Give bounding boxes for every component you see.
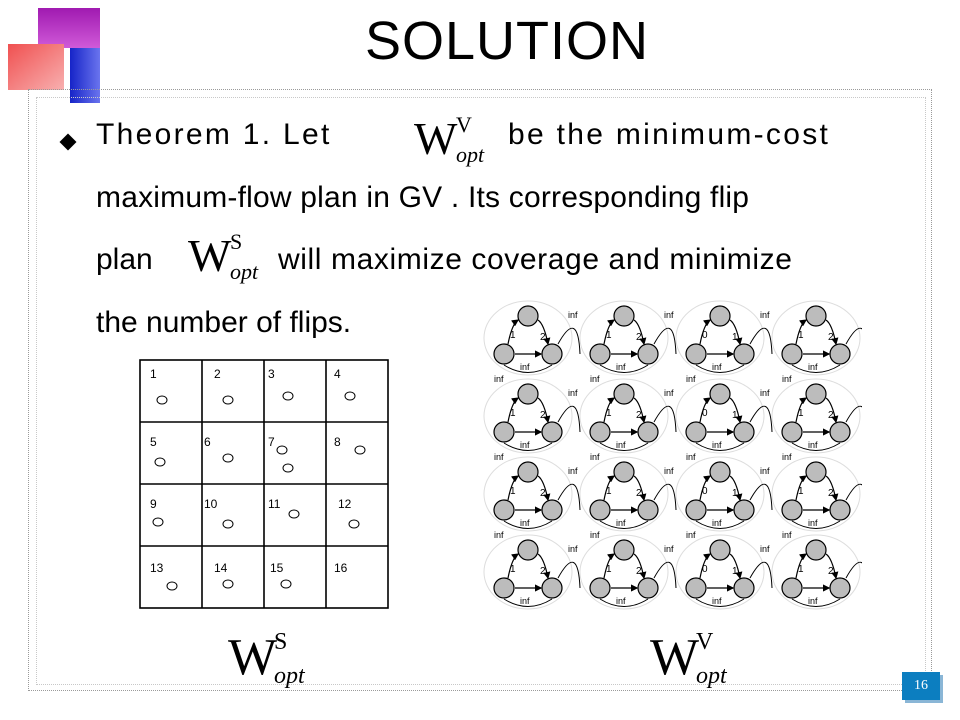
sensor-node xyxy=(157,396,167,404)
sensor-node xyxy=(289,510,299,518)
edge-inf-label: inf xyxy=(568,310,578,320)
edge-inf-label: inf xyxy=(712,440,722,450)
graph-node xyxy=(590,578,610,598)
sensor-node xyxy=(345,392,355,400)
edge-weight-label: 2 xyxy=(828,332,834,343)
edge-weight-label: 1 xyxy=(732,410,738,421)
sensor-node xyxy=(223,520,233,528)
sensor-node xyxy=(155,458,165,466)
edge-inf-label: inf xyxy=(686,374,696,384)
edge-weight-label: 1 xyxy=(510,330,516,341)
edge-weight-label: 2 xyxy=(540,488,546,499)
edge-weight-label: 0 xyxy=(702,330,708,341)
flow-graph-figure xyxy=(478,294,862,627)
graph-node xyxy=(734,500,754,520)
edge-inf-label: inf xyxy=(568,466,578,476)
edge-weight-label: 2 xyxy=(540,566,546,577)
graph-node xyxy=(734,578,754,598)
flow-graph-svg xyxy=(478,294,862,622)
graph-node xyxy=(686,422,706,442)
edge-weight-label: 1 xyxy=(510,408,516,419)
graph-node xyxy=(494,500,514,520)
edge-inf-label: inf xyxy=(616,596,626,606)
edge-weight-label: 2 xyxy=(828,410,834,421)
graph-node xyxy=(494,578,514,598)
grid-cell-label: 7 xyxy=(268,435,275,449)
grid-cell-label: 4 xyxy=(334,367,341,381)
edge-weight-label: 2 xyxy=(636,410,642,421)
edge-inf-label: inf xyxy=(590,452,600,462)
edge-inf-label: inf xyxy=(808,440,818,450)
graph-node xyxy=(686,578,706,598)
graph-node xyxy=(638,344,658,364)
graph-node xyxy=(518,384,538,404)
edge-weight-label: 1 xyxy=(732,488,738,499)
edge-inf-label: inf xyxy=(808,362,818,372)
edge-inf-label: inf xyxy=(760,466,770,476)
edge-inf-label: inf xyxy=(616,440,626,450)
edge-inf-label: inf xyxy=(520,362,530,372)
graph-node xyxy=(590,422,610,442)
graph-node xyxy=(710,462,730,482)
graph-node xyxy=(806,384,826,404)
graph-node xyxy=(710,384,730,404)
graph-node xyxy=(494,344,514,364)
edge-inf-label: inf xyxy=(782,530,792,540)
sensor-node xyxy=(283,392,293,400)
graph-node xyxy=(542,344,562,364)
graph-node xyxy=(782,422,802,442)
grid-cell-label: 1 xyxy=(150,367,157,381)
graph-node xyxy=(542,500,562,520)
edge-weight-label: 1 xyxy=(606,486,612,497)
sensor-node xyxy=(223,396,233,404)
sensor-node xyxy=(167,582,177,590)
edge-weight-label: 2 xyxy=(636,488,642,499)
edge-weight-label: 1 xyxy=(798,486,804,497)
edge-inf-label: inf xyxy=(664,544,674,554)
edge-weight-label: 1 xyxy=(606,564,612,575)
graph-node xyxy=(638,422,658,442)
sensor-node xyxy=(277,446,287,454)
graph-node xyxy=(614,384,634,404)
edge-inf-label: inf xyxy=(760,310,770,320)
edge-weight-label: 2 xyxy=(828,566,834,577)
edge-weight-label: 0 xyxy=(702,564,708,575)
graph-node xyxy=(518,306,538,326)
graph-node xyxy=(734,422,754,442)
grid-cell-label: 13 xyxy=(150,561,164,575)
edge-weight-label: 1 xyxy=(606,408,612,419)
theorem-line2: maximum-flow plan in GV . Its corresponding flip xyxy=(96,181,750,214)
edge-weight-label: 2 xyxy=(540,410,546,421)
edge-weight-label: 0 xyxy=(702,408,708,419)
grid-cell-label: 3 xyxy=(268,367,275,381)
edge-inf-label: inf xyxy=(760,544,770,554)
edge-inf-label: inf xyxy=(590,374,600,384)
edge-weight-label: 1 xyxy=(510,564,516,575)
grid-cell-label: 11 xyxy=(268,497,281,511)
graph-node xyxy=(686,500,706,520)
edge-inf-label: inf xyxy=(664,466,674,476)
graph-node xyxy=(734,344,754,364)
page-number-badge: 16 xyxy=(902,672,940,700)
w-opt-v-inline: W V opt xyxy=(414,112,485,167)
grid-cell-label: 14 xyxy=(214,561,228,575)
edge-inf-label: inf xyxy=(686,452,696,462)
graph-node xyxy=(638,500,658,520)
graph-node xyxy=(518,462,538,482)
w-opt-v-label: W V opt xyxy=(650,629,727,689)
graph-node xyxy=(590,344,610,364)
grid-cell-label: 8 xyxy=(334,435,341,449)
edge-weight-label: 0 xyxy=(702,486,708,497)
edge-weight-label: 1 xyxy=(798,564,804,575)
w-opt-s-label: W S opt xyxy=(228,629,305,689)
edge-weight-label: 1 xyxy=(798,330,804,341)
sensor-node xyxy=(355,446,365,454)
edge-inf-label: inf xyxy=(808,596,818,606)
edge-inf-label: inf xyxy=(568,544,578,554)
edge-inf-label: inf xyxy=(664,310,674,320)
sensor-node xyxy=(153,518,163,526)
sensor-grid-figure xyxy=(138,358,390,621)
theorem-line3-a: plan xyxy=(96,243,153,276)
sensor-node xyxy=(281,580,291,588)
edge-inf-label: inf xyxy=(808,518,818,528)
graph-node xyxy=(494,422,514,442)
grid-cell-label: 6 xyxy=(204,435,211,449)
sensor-node xyxy=(349,520,359,528)
graph-node xyxy=(542,422,562,442)
sensor-node xyxy=(283,464,293,472)
theorem-line1-a: Theorem 1. Let xyxy=(96,118,332,151)
graph-node xyxy=(710,306,730,326)
edge-inf-label: inf xyxy=(712,596,722,606)
edge-weight-label: 2 xyxy=(540,332,546,343)
slide-title: SOLUTION xyxy=(364,11,650,71)
edge-inf-label: inf xyxy=(520,596,530,606)
edge-inf-label: inf xyxy=(712,518,722,528)
edge-inf-label: inf xyxy=(494,530,504,540)
edge-weight-label: 1 xyxy=(732,566,738,577)
edge-inf-label: inf xyxy=(520,518,530,528)
edge-inf-label: inf xyxy=(712,362,722,372)
graph-node xyxy=(806,306,826,326)
edge-inf-label: inf xyxy=(616,518,626,528)
edge-weight-label: 2 xyxy=(636,566,642,577)
graph-node xyxy=(782,344,802,364)
grid-cell-label: 16 xyxy=(334,561,348,575)
graph-node xyxy=(542,578,562,598)
edge-weight-label: 1 xyxy=(798,408,804,419)
grid-cell-label: 5 xyxy=(150,435,157,449)
edge-inf-label: inf xyxy=(782,452,792,462)
graph-node xyxy=(710,540,730,560)
graph-node xyxy=(806,540,826,560)
graph-node xyxy=(782,578,802,598)
theorem-line4: the number of flips. xyxy=(96,306,352,339)
edge-inf-label: inf xyxy=(568,388,578,398)
edge-inf-label: inf xyxy=(520,440,530,450)
edge-weight-label: 1 xyxy=(606,330,612,341)
grid-cell-label: 2 xyxy=(214,367,221,381)
grid-cell-label: 9 xyxy=(150,497,157,511)
grid-cell-label: 12 xyxy=(338,497,352,511)
graph-node xyxy=(806,462,826,482)
w-opt-s-inline: W S opt xyxy=(188,229,259,284)
graph-node xyxy=(830,500,850,520)
edge-weight-label: 2 xyxy=(636,332,642,343)
graph-node xyxy=(614,462,634,482)
graph-node xyxy=(686,344,706,364)
edge-inf-label: inf xyxy=(494,452,504,462)
graph-node xyxy=(782,500,802,520)
theorem-line1-b: be the minimum-cost xyxy=(508,118,831,151)
graph-node xyxy=(614,306,634,326)
graph-node xyxy=(830,422,850,442)
edge-inf-label: inf xyxy=(590,530,600,540)
graph-node xyxy=(614,540,634,560)
edge-inf-label: inf xyxy=(686,530,696,540)
graph-node xyxy=(830,578,850,598)
sensor-grid-svg xyxy=(138,358,390,616)
edge-inf-label: inf xyxy=(616,362,626,372)
graph-node xyxy=(590,500,610,520)
graph-node xyxy=(638,578,658,598)
edge-inf-label: inf xyxy=(782,374,792,384)
graph-node xyxy=(830,344,850,364)
graph-node xyxy=(518,540,538,560)
edge-inf-label: inf xyxy=(664,388,674,398)
grid-cell-label: 10 xyxy=(204,497,218,511)
edge-weight-label: 2 xyxy=(828,488,834,499)
edge-weight-label: 1 xyxy=(510,486,516,497)
theorem-line3-b: will maximize coverage and minimize xyxy=(278,243,793,276)
sensor-node xyxy=(223,454,233,462)
edge-inf-label: inf xyxy=(494,374,504,384)
grid-cell-label: 15 xyxy=(270,561,284,575)
sensor-node xyxy=(223,580,233,588)
edge-inf-label: inf xyxy=(760,388,770,398)
edge-weight-label: 1 xyxy=(732,332,738,343)
